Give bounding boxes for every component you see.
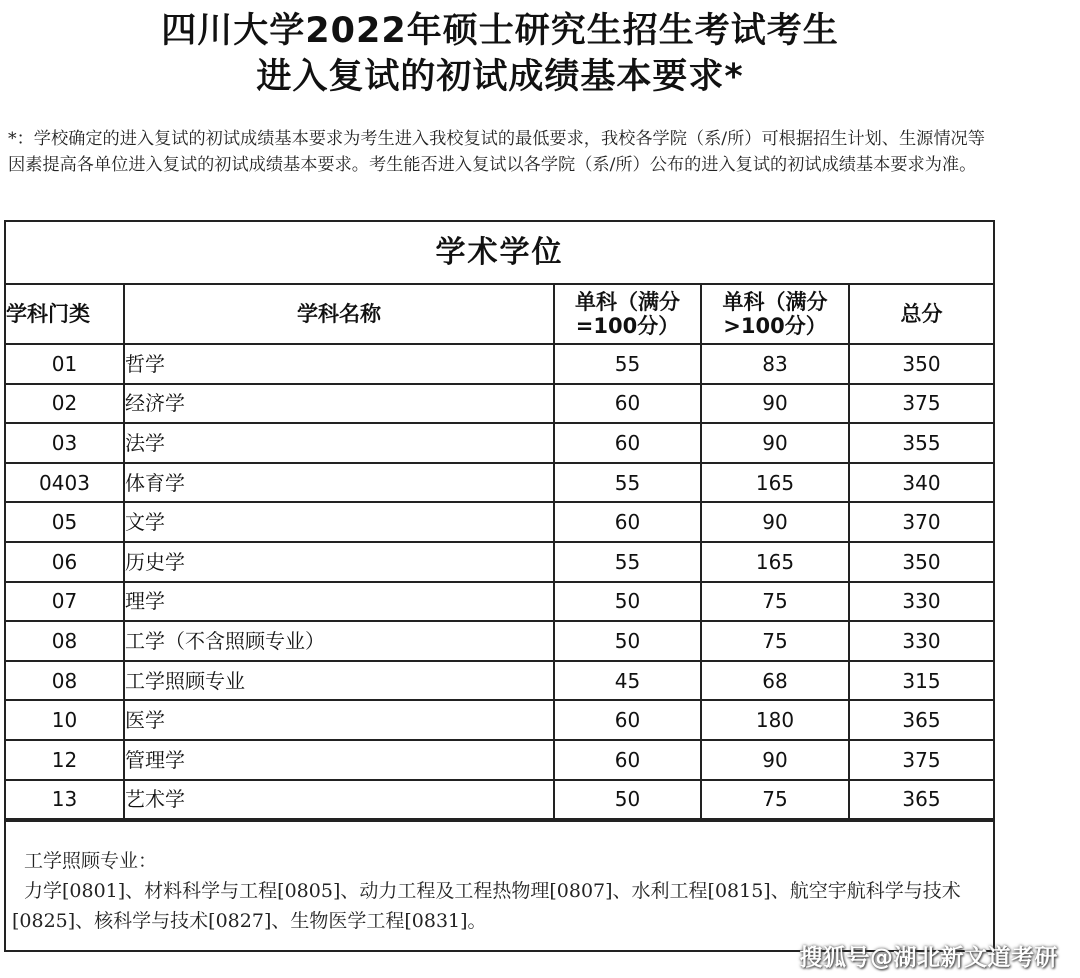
cell-subject-name: 理学 bbox=[124, 582, 554, 622]
cell-single-100: 50 bbox=[554, 780, 701, 820]
cell-category-code: 07 bbox=[6, 582, 124, 622]
cell-single-100: 55 bbox=[554, 542, 701, 582]
cell-total: 355 bbox=[849, 423, 993, 463]
footer-note-body: 力学[0801]、材料科学与工程[0805]、动力工程及工程热物理[0807]、水利工程[0815]、航空宇航科学与技术[0825]、核科学与技术[0827]、生物医学工程[0831]。 bbox=[12, 880, 961, 933]
cell-category-code: 03 bbox=[6, 423, 124, 463]
header-single-over100: 单科（满分>100分） bbox=[701, 285, 849, 344]
cell-category-code: 13 bbox=[6, 780, 124, 820]
document-title-line2: 进入复试的初试成绩基本要求* bbox=[256, 57, 744, 97]
cell-category-code: 05 bbox=[6, 502, 124, 542]
cell-single-100: 60 bbox=[554, 740, 701, 780]
cell-single-100: 60 bbox=[554, 384, 701, 424]
cell-subject-name: 医学 bbox=[124, 700, 554, 740]
cell-category-code: 0403 bbox=[6, 463, 124, 503]
cell-total: 350 bbox=[849, 542, 993, 582]
cell-category-code: 12 bbox=[6, 740, 124, 780]
cell-single-over100: 90 bbox=[701, 423, 849, 463]
watermark-text: 搜狐号@湖北新文道考研 bbox=[799, 945, 1058, 971]
score-grid bbox=[6, 285, 993, 820]
cell-subject-name: 经济学 bbox=[124, 384, 554, 424]
table-row bbox=[6, 700, 993, 740]
footnote-text: *：学校确定的进入复试的初试成绩基本要求为考生进入我校复试的最低要求，我校各学院（系/所）可根据招生计划、生源情况等因素提高各单位进入复试的初试成绩基本要求。考生能否进入复试以各学院（系/所）公布的进入复试的初试成绩基本要求为准。 bbox=[8, 129, 985, 175]
cell-category-code: 10 bbox=[6, 700, 124, 740]
table-row bbox=[6, 384, 993, 424]
table-row bbox=[6, 740, 993, 780]
cell-single-100: 55 bbox=[554, 344, 701, 384]
cell-total: 365 bbox=[849, 700, 993, 740]
cell-total: 365 bbox=[849, 780, 993, 820]
cell-single-100: 60 bbox=[554, 700, 701, 740]
cell-category-code: 02 bbox=[6, 384, 124, 424]
cell-single-over100: 90 bbox=[701, 502, 849, 542]
cell-single-100: 45 bbox=[554, 661, 701, 701]
cell-category-code: 06 bbox=[6, 542, 124, 582]
cell-subject-name: 历史学 bbox=[124, 542, 554, 582]
cell-single-over100: 68 bbox=[701, 661, 849, 701]
cell-subject-name: 法学 bbox=[124, 423, 554, 463]
table-header-row bbox=[6, 285, 993, 344]
cell-subject-name: 文学 bbox=[124, 502, 554, 542]
cell-single-over100: 165 bbox=[701, 542, 849, 582]
table-row bbox=[6, 423, 993, 463]
score-table bbox=[4, 220, 995, 952]
cell-subject-name: 管理学 bbox=[124, 740, 554, 780]
cell-subject-name: 艺术学 bbox=[124, 780, 554, 820]
document-title-line1: 四川大学2022年硕士研究生招生考试考生 bbox=[161, 11, 839, 51]
cell-single-over100: 75 bbox=[701, 582, 849, 622]
table-row bbox=[6, 780, 993, 820]
cell-single-100: 50 bbox=[554, 621, 701, 661]
header-name: 学科名称 bbox=[124, 285, 554, 344]
cell-single-100: 60 bbox=[554, 502, 701, 542]
table-row bbox=[6, 621, 993, 661]
cell-single-100: 60 bbox=[554, 423, 701, 463]
cell-total: 330 bbox=[849, 582, 993, 622]
table-caption: 学术学位 bbox=[6, 222, 993, 285]
cell-single-100: 50 bbox=[554, 582, 701, 622]
cell-total: 370 bbox=[849, 502, 993, 542]
table-row bbox=[6, 344, 993, 384]
header-total: 总分 bbox=[849, 285, 993, 344]
cell-single-over100: 90 bbox=[701, 740, 849, 780]
table-row bbox=[6, 661, 993, 701]
cell-total: 350 bbox=[849, 344, 993, 384]
cell-single-over100: 165 bbox=[701, 463, 849, 503]
cell-category-code: 01 bbox=[6, 344, 124, 384]
cell-category-code: 08 bbox=[6, 661, 124, 701]
cell-total: 330 bbox=[849, 621, 993, 661]
cell-subject-name: 工学照顾专业 bbox=[124, 661, 554, 701]
table-row bbox=[6, 463, 993, 503]
cell-subject-name: 工学（不含照顾专业） bbox=[124, 621, 554, 661]
header-single-100: 单科（满分=100分） bbox=[554, 285, 701, 344]
table-row bbox=[6, 502, 993, 542]
cell-total: 375 bbox=[849, 384, 993, 424]
cell-total: 375 bbox=[849, 740, 993, 780]
table-row bbox=[6, 582, 993, 622]
cell-single-over100: 75 bbox=[701, 621, 849, 661]
cell-subject-name: 哲学 bbox=[124, 344, 554, 384]
cell-total: 340 bbox=[849, 463, 993, 503]
cell-subject-name: 体育学 bbox=[124, 463, 554, 503]
cell-category-code: 08 bbox=[6, 621, 124, 661]
cell-single-over100: 90 bbox=[701, 384, 849, 424]
header-category: 学科门类 bbox=[6, 285, 124, 344]
cell-single-over100: 180 bbox=[701, 700, 849, 740]
cell-total: 315 bbox=[849, 661, 993, 701]
footer-note-head: 工学照顾专业： bbox=[24, 850, 158, 873]
cell-single-over100: 75 bbox=[701, 780, 849, 820]
cell-single-100: 55 bbox=[554, 463, 701, 503]
table-footer-note bbox=[6, 820, 993, 936]
cell-single-over100: 83 bbox=[701, 344, 849, 384]
table-row bbox=[6, 542, 993, 582]
